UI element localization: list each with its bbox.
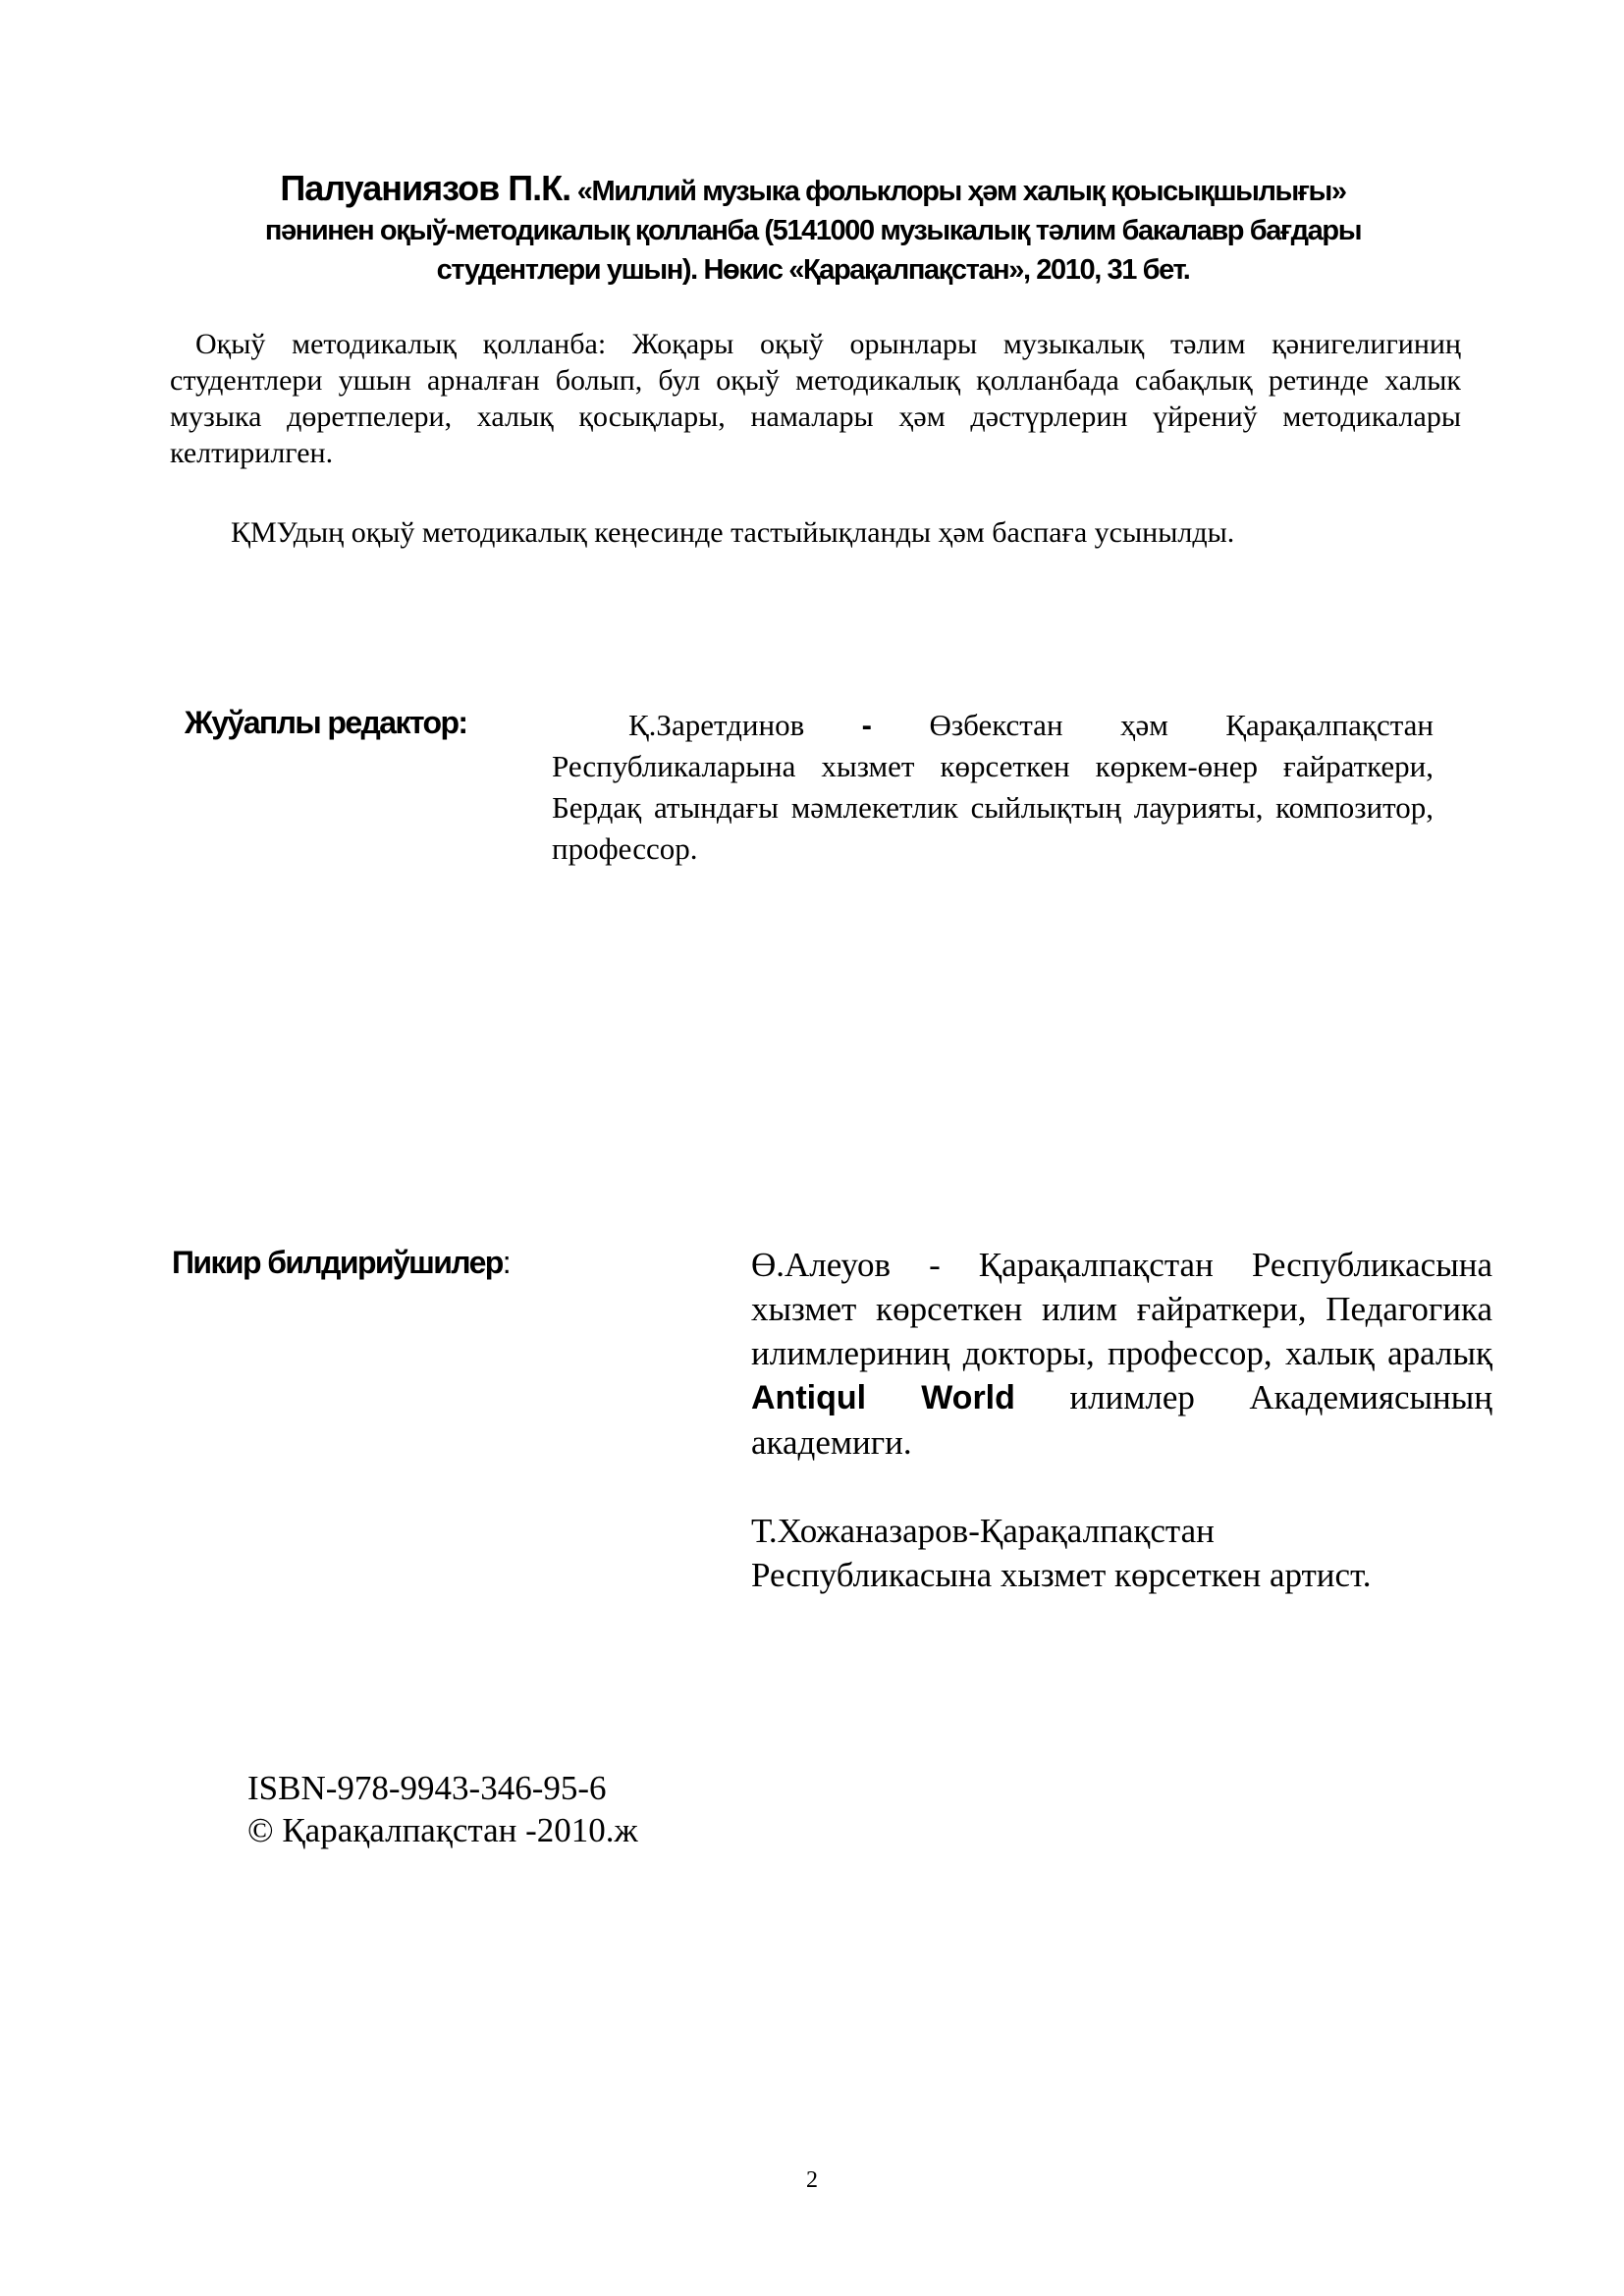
editor-description <box>552 705 1434 870</box>
author-name: Палуаниязов П.К. <box>280 168 571 208</box>
reviewer-2 <box>751 1509 1492 1597</box>
reviewers-label <box>172 1245 510 1281</box>
reviewers-label-text: Пикир билдириўшилер <box>172 1245 503 1280</box>
annotation-paragraph: Оқыў методикалық қолланба: Жоқары оқыў орынлары музыкалық тәлим қәнигелигиниң студентлери ушын арналған болып, бул оқыў методикалық қолланбада сабақлық ретинде халык музыка дөретпелери, халық қосықлары, намалары ҳәм дәстүрлерин үйрениў методикалары келтирилген. <box>170 328 1461 469</box>
isbn-number: ISBN-978-9943-346-95-6 <box>247 1769 607 1807</box>
isbn-block <box>247 1767 638 1851</box>
citation-block <box>175 169 1451 290</box>
citation-line-1 <box>175 169 1451 211</box>
copyright-line: © Қарақалпақстан -2010.ж <box>247 1811 638 1849</box>
reviewer-1-text: Ө.Алеуов - Қарақалпақстан Республикасына хызмет көрсеткен илим ғайраткери, Педагогика илимлериниң докторы, профессор, халық аралық <box>751 1246 1492 1372</box>
editor-label: Жуўаплы редактор: <box>185 705 467 740</box>
approval-statement: ҚМУдың оқыў методикалық кеңесинде тастыйықланды ҳәм баспаға усынылды. <box>231 516 1235 549</box>
citation-line-2: пәнинен оқыў-методикалық қолланба (5141000 музыкалық тәлим бакалавр бағдары <box>264 215 1362 246</box>
editor-dash: - <box>861 708 872 742</box>
book-title: «Миллий музыка фольклоры ҳәм халық қоысықшылығы» <box>576 176 1346 207</box>
reviewer-2-line-1: Т.Хожаназаров-Қарақалпақстан <box>751 1512 1215 1550</box>
reviewer-2-line-2: Республикасына хызмет көрсеткен артист. <box>751 1556 1372 1594</box>
editor-credentials: Өзбекстан ҳәм Қарақалпақстан Республикаларына хызмет көрсеткен көркем-өнер ғайраткери, Бердақ атындағы мәмлекетлик сыйлықтың лаурияты, композитор, профессор. <box>552 708 1435 866</box>
reviewer-1-organization: Antiqul World <box>751 1379 1015 1416</box>
page-number: 2 <box>806 2167 818 2193</box>
editor-name: Қ.Заретдинов <box>628 708 805 742</box>
reviewer-1-title: илимлер Академиясының академиги. <box>751 1378 1492 1462</box>
reviewer-1 <box>751 1243 1492 1465</box>
reviewers-label-colon: : <box>502 1245 511 1280</box>
citation-line-3: студентлери ушын). Нөкис «Қарақалпақстан», 2010, 31 бет. <box>436 254 1190 286</box>
